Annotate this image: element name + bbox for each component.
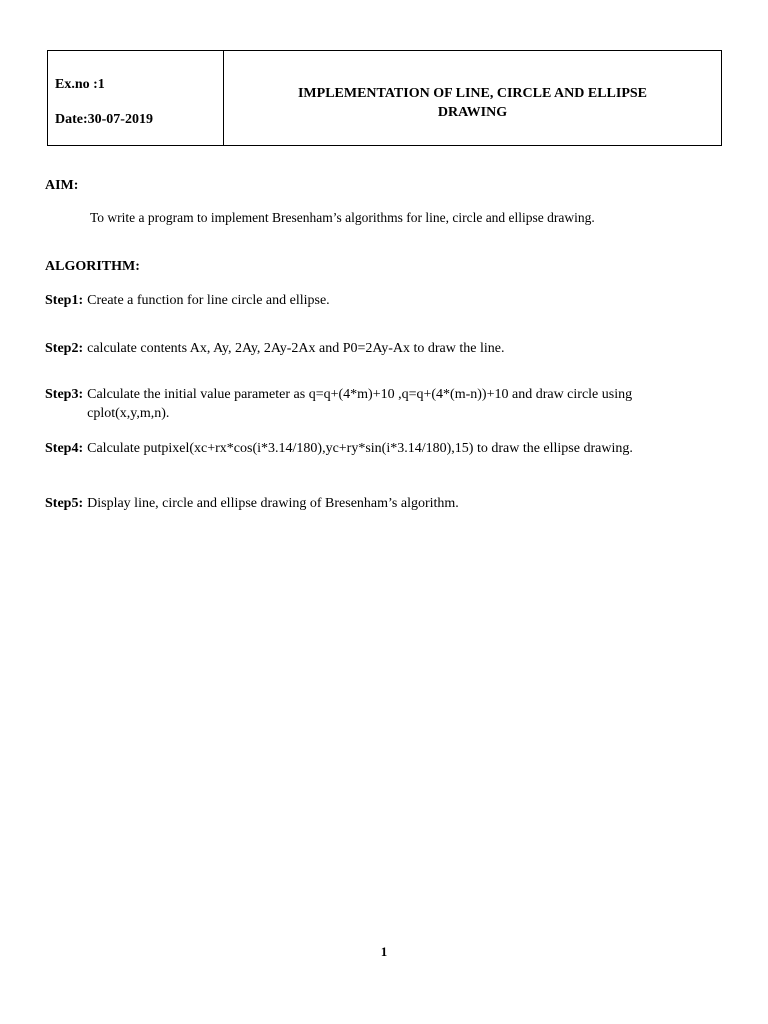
header-info-cell — [48, 51, 224, 145]
step-text: Calculate the initial value parameter as q=q+(4*m)+10 ,q=q+(4*(m-n))+10 and draw circle using cplot(x,y,m,n). — [87, 387, 633, 421]
step-label: Step4: — [45, 441, 84, 456]
algorithm-step — [45, 385, 705, 423]
algorithm-step — [45, 494, 705, 513]
step-label: Step1: — [45, 293, 84, 308]
step-label: Step5: — [45, 496, 84, 511]
header-table — [47, 50, 722, 146]
aim-heading: AIM: — [45, 178, 79, 193]
exercise-date: Date:30-07-2019 — [55, 112, 153, 127]
algorithm-step — [45, 291, 705, 310]
step-text: Create a function for line circle and ellipse. — [87, 293, 330, 308]
step-text: calculate contents Ax, Ay, 2Ay, 2Ay-2Ax and P0=2Ay-Ax to draw the line. — [87, 341, 505, 356]
algorithm-heading: ALGORITHM: — [45, 259, 140, 274]
header-title-cell — [224, 51, 721, 145]
document-title: IMPLEMENTATION OF LINE, CIRCLE AND ELLIPSE DRAWING — [297, 86, 647, 120]
step-text: Calculate putpixel(xc+rx*cos(i*3.14/180),yc+ry*sin(i*3.14/180),15) to draw the ellipse drawing. — [87, 441, 633, 456]
page-number: 1 — [380, 944, 388, 959]
exercise-number: Ex.no :1 — [55, 77, 105, 92]
aim-text: To write a program to implement Bresenham’s algorithms for line, circle and ellipse drawing. — [90, 210, 595, 225]
step-text: Display line, circle and ellipse drawing of Bresenham’s algorithm. — [87, 496, 459, 511]
algorithm-step — [45, 339, 705, 358]
step-label: Step2: — [45, 341, 84, 356]
algorithm-step — [45, 439, 705, 458]
step-label: Step3: — [45, 387, 84, 402]
